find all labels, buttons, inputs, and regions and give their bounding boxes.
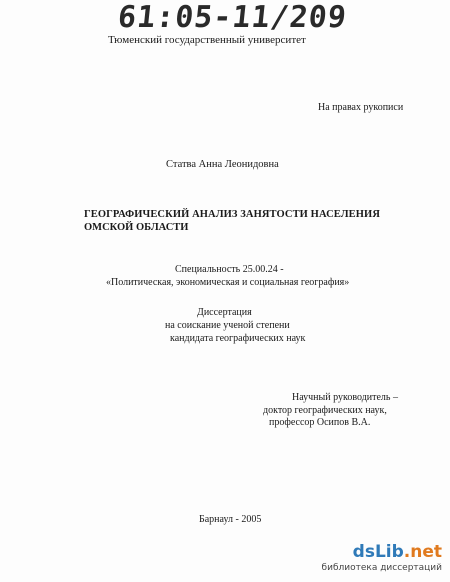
rights-notice: На правах рукописи	[318, 102, 404, 113]
city-year: Барнаул - 2005	[199, 514, 262, 525]
thesis-title-line-2: ОМСКОЙ ОБЛАСТИ	[84, 222, 189, 233]
university-name: Тюменский государственный университет	[108, 34, 306, 46]
degree-name: кандидата географических наук	[170, 333, 306, 344]
watermark-subtitle: библиотека диссертаций	[321, 563, 442, 573]
dslib-logo	[353, 542, 442, 562]
degree-purpose: на соискание ученой степени	[165, 320, 290, 331]
logo-main-text: dsLib	[352, 542, 404, 562]
dissertation-label: Диссертация	[197, 307, 252, 318]
dslib-watermark[interactable]	[321, 542, 442, 578]
specialty-code: Специальность 25.00.24 -	[175, 264, 284, 275]
author-name: Статва Анна Леонидовна	[166, 159, 279, 170]
supervisor-label: Научный руководитель –	[292, 392, 398, 403]
supervisor-degree: доктор географических наук,	[263, 405, 387, 416]
thesis-title-line-1: ГЕОГРАФИЧЕСКИЙ АНАЛИЗ ЗАНЯТОСТИ НАСЕЛЕНИЯ	[84, 209, 380, 220]
library-stamp: 61:05-11/209	[116, 0, 349, 35]
specialty-name: «Политическая, экономическая и социальная география»	[106, 277, 350, 288]
logo-tld-text: .net	[403, 542, 442, 562]
supervisor-name: профессор Осипов В.А.	[269, 417, 371, 428]
